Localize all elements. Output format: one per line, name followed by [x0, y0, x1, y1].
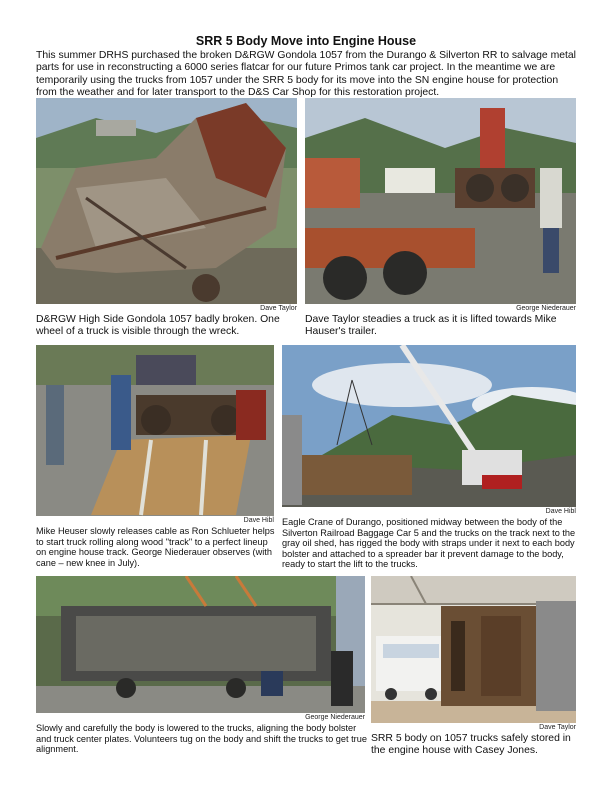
photo-credit: George Niederauer [516, 305, 576, 312]
photo-credit: George Niederauer [305, 714, 365, 721]
photo-truck-rolling [36, 345, 274, 516]
intro-paragraph: This summer DRHS purchased the broken D&RGW Gondola 1057 from the Durango & Silverton RR to salvage metal parts for use in reconstructing a 6000 series flatcar for our future Primos tank car project. In the meantime we are temporarily using the trucks from 1057 under the SRR 5 body for its move into the SN engine house for protection from the weather and for later transport to the D&S Car Shop for this restoration project. [36, 50, 576, 99]
photo-caption: Eagle Crane of Durango, positioned midway between the body of the Silverton Railroad Baggage Car 5 and the trucks on the track next to the gray oil shed, has rigged the body with straps under it next to each body bolster and attached to a spreader bar it prevent damage to the body, ready to start the lift to the trucks. [282, 517, 576, 570]
photo-broken-gondola [36, 98, 297, 304]
photo-caption: SRR 5 body on 1057 trucks safely stored in the engine house with Casey Jones. [371, 733, 571, 756]
photo-credit: Dave Hibl [243, 517, 274, 524]
photo-credit: Dave Hibl [545, 508, 576, 515]
photo-eagle-crane [282, 345, 576, 507]
photo-body-lowered [36, 576, 365, 713]
photo-caption: D&RGW High Side Gondola 1057 badly broken. One wheel of a truck is visible through the wreck. [36, 314, 280, 337]
photo-caption: Dave Taylor steadies a truck as it is lifted towards Mike Hauser's trailer. [305, 314, 557, 337]
photo-caption: Slowly and carefully the body is lowered to the trucks, aligning the body bolster and truck center plates. Volunteers tug on the body and shift the trucks to get true alignment. [36, 723, 367, 755]
photo-engine-house [371, 576, 576, 723]
photo-caption: Mike Heuser slowly releases cable as Ron Schlueter helps to start truck rolling along wood "track" to a perfect lineup on engine house track. George Niederauer observes (with cane – new knee in July). [36, 526, 275, 568]
photo-credit: Dave Taylor [539, 724, 576, 731]
photo-credit: Dave Taylor [260, 305, 297, 312]
photo-truck-lift [305, 98, 576, 304]
page-title: SRR 5 Body Move into Engine House [195, 34, 417, 48]
